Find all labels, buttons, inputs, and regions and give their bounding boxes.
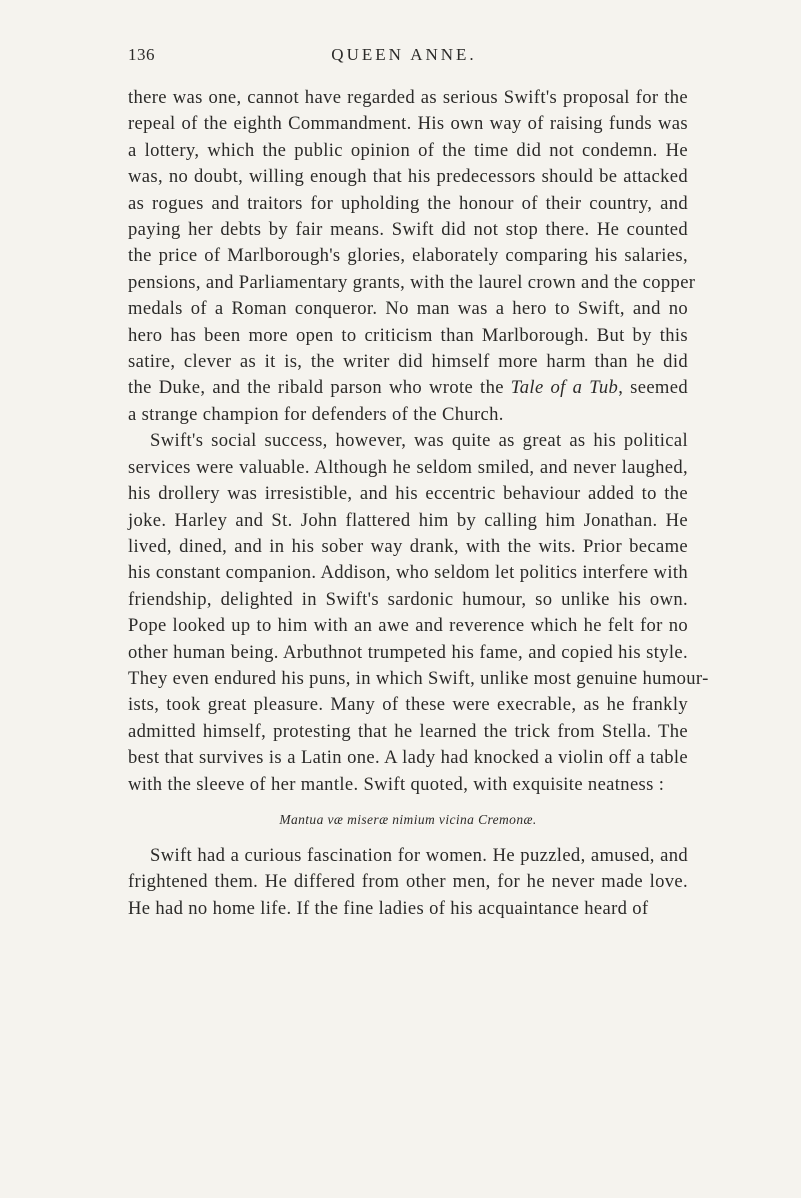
text-line: ists, took great pleasure. Many of these were execrable, as he frankly	[128, 694, 688, 716]
page-number: 136	[128, 45, 155, 64]
text-line: best that survives is a Latin one. A lady had knocked a violin off a table	[128, 747, 688, 769]
text-line: paying her debts by fair means. Swift did not stop there. He counted	[128, 219, 688, 241]
paragraph	[128, 85, 696, 428]
page-header	[128, 45, 680, 69]
text-line: with the sleeve of her mantle. Swift quoted, with exquisite neatness :	[128, 773, 665, 795]
text-line: joke. Harley and St. John flattered him by calling him Jonathan. He	[128, 509, 688, 531]
text-line: Swift's social success, however, was quite as great as his political	[150, 430, 688, 452]
text-line: He had no home life. If the fine ladies of his acquaintance heard of	[128, 897, 649, 919]
paragraph	[128, 428, 709, 798]
text-line: a strange champion for defenders of the Church.	[128, 403, 504, 425]
text-line: there was one, cannot have regarded as serious Swift's proposal for the	[128, 87, 688, 108]
body-text	[128, 85, 709, 922]
text-line: repeal of the eighth Commandment. His own way of raising funds was	[128, 113, 688, 135]
text-line: the price of Marlborough's glories, elaborately comparing his salaries,	[128, 245, 688, 267]
text-line: the Duke, and the ribald parson who wrote the Tale of a Tub, seemed	[128, 377, 688, 399]
text-line: hero has been more open to criticism than Marlborough. But by this	[128, 324, 688, 346]
latin-quotation: Mantua væ miseræ nimium vicina Cremonæ.	[279, 811, 537, 827]
text-line: lived, dined, and in his sober way drank, with the wits. Prior became	[128, 535, 688, 557]
book-title: Tale of a Tub	[510, 377, 619, 399]
text-line: friendship, delighted in Swift's sardonic humour, so unlike his own.	[128, 588, 688, 610]
text-line: admitted himself, protesting that he learned the trick from Stella. The	[128, 720, 688, 742]
text-line: a lottery, which the public opinion of the time did not condemn. He	[128, 139, 688, 161]
text-line: was, no doubt, willing enough that his predecessors should be attacked	[128, 166, 688, 188]
text-line: services were valuable. Although he seldom smiled, and never laughed,	[128, 456, 688, 478]
text-line: frightened them. He differed from other men, for he never made love.	[128, 871, 688, 893]
running-head: QUEEN ANNE.	[331, 45, 477, 64]
text-line: medals of a Roman conqueror. No man was a hero to Swift, and no	[128, 298, 688, 320]
text-line: his constant companion. Addison, who seldom let politics interfere with	[128, 562, 688, 584]
text-line: other human being. Arbuthnot trumpeted his fame, and copied his style.	[128, 641, 688, 663]
text-line: as rogues and traitors for upholding the honour of their country, and	[128, 192, 688, 214]
text-line: Swift had a curious fascination for women. He puzzled, amused, and	[150, 844, 688, 866]
paragraph	[128, 843, 688, 922]
text-line: pensions, and Parliamentary grants, with the laurel crown and the copper	[128, 271, 696, 293]
text-line: They even endured his puns, in which Swift, unlike most genuine humour-	[128, 667, 709, 689]
text-line: satire, clever as it is, the writer did himself more harm than he did	[128, 351, 688, 373]
text-line: Pope looked up to him with an awe and reverence which he felt for no	[128, 615, 688, 637]
text-line: his drollery was irresistible, and his eccentric behaviour added to the	[128, 483, 688, 505]
